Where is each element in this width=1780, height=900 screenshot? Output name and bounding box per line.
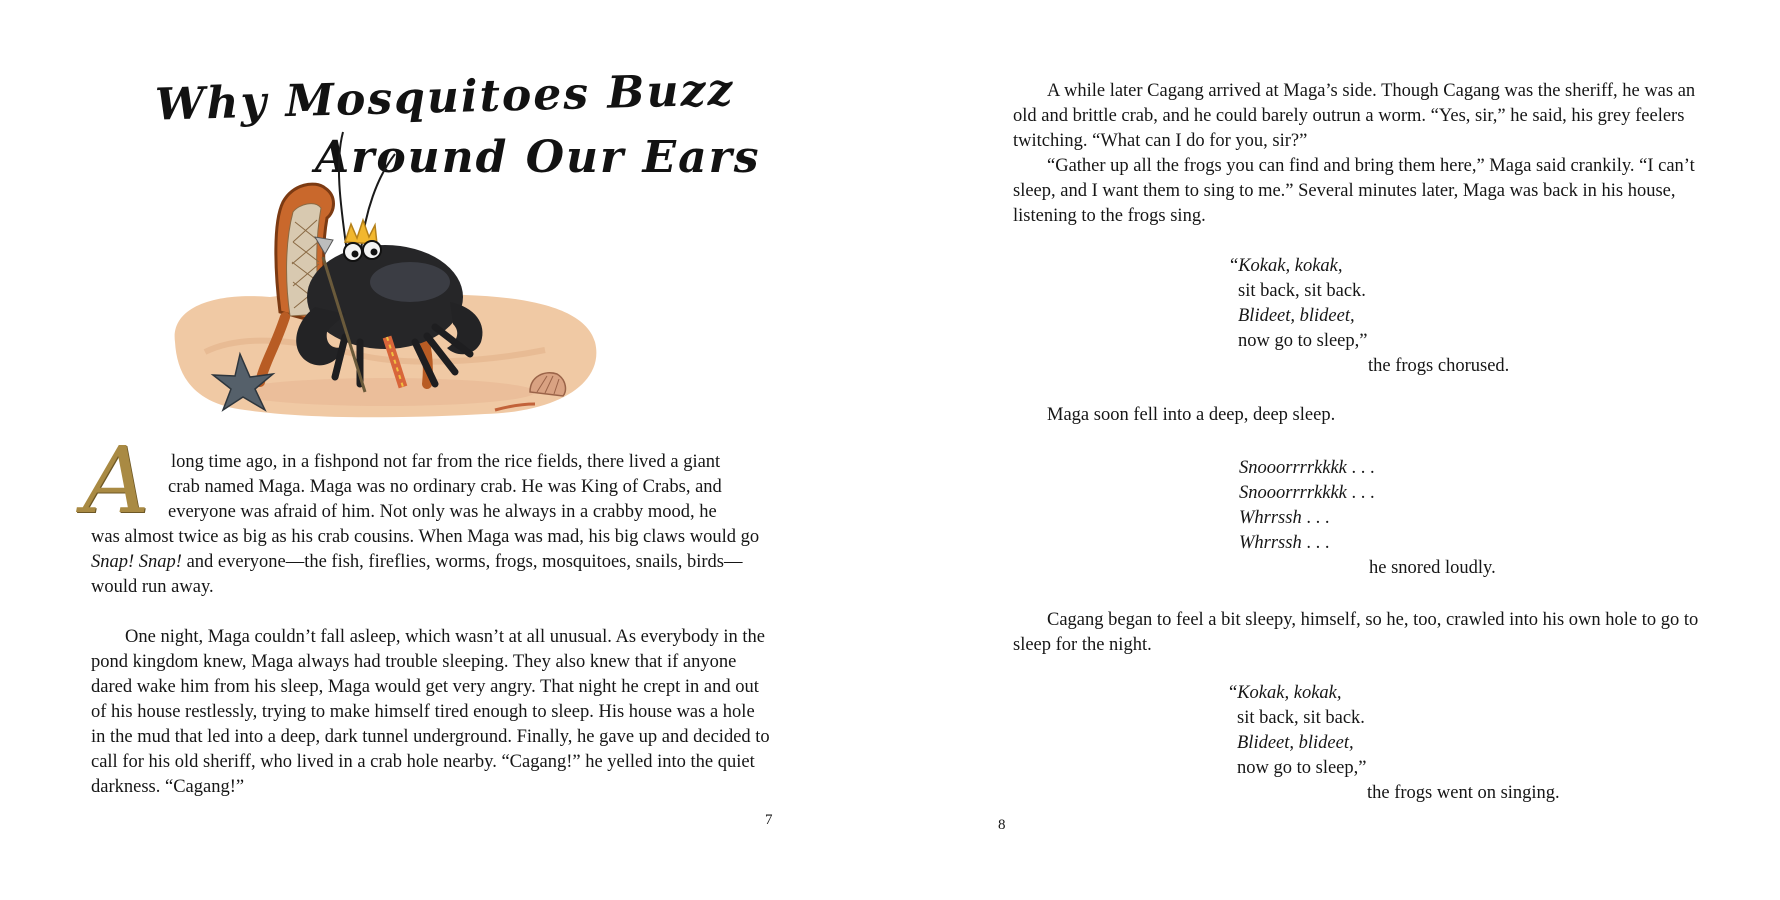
verse-line: Blideet, blideet,: [1238, 306, 1355, 326]
paragraph-1-rest-a: was almost twice as big as his crab cousins. When Maga was mad, his big claws would go: [91, 527, 760, 547]
paragraph-3b-text: “Gather up all the frogs you can find and bring them here,” Maga said crankily. “I can’t sleep, and I want them to sing to me.” Several minutes later, Maga was back in his house, listening to the frogs sing.: [1013, 156, 1695, 226]
snore-line: Whrrssh: [1239, 508, 1302, 528]
paragraph-1: [91, 450, 771, 600]
paragraph-3: [1013, 79, 1703, 229]
verse-line: Blideet, blideet,: [1237, 733, 1354, 753]
snore-line: Snooorrrrkkkk: [1239, 458, 1347, 478]
story-title-line-1: Why Mosquitoes Buzz: [154, 64, 736, 131]
ellipsis: . . .: [1346, 483, 1375, 503]
verse-line: now go to sleep,”: [1238, 331, 1368, 351]
verse-attribution: the frogs went on singing.: [1367, 783, 1560, 803]
verse-attribution: he snored loudly.: [1369, 558, 1496, 578]
paragraph-2-text: One night, Maga couldn’t fall asleep, which wasn’t at all unusual. As everybody in the pond kingdom knew, Maga always had trouble sleeping. They also knew that if anyone dared wake him from his sleep, Maga would get very angry. That night he crept in and out of his house restlessly, trying to make himself tired enough to sleep. His house was a hole in the mud that led into a deep, dark tunnel underground. Finally, he gave up and decided to call for his old sheriff, who lived in a crab hole nearby. “Cagang!” he yelled into the quiet darkness. “Cagang!”: [91, 627, 770, 797]
verse-line: Kokak, kokak,: [1238, 256, 1343, 276]
paragraph-1-line-3: everyone was afraid of him. Not only was he always in a crabby mood, he: [168, 502, 717, 522]
page-number: 8: [998, 817, 1006, 833]
verse-line: Kokak, kokak,: [1237, 683, 1342, 703]
paragraph-1-line-2: crab named Maga. Maga was no ordinary crab. He was King of Crabs, and: [168, 477, 722, 497]
crab-shell-highlight: [370, 262, 450, 302]
paragraph-3a-text: A while later Cagang arrived at Maga’s side. Though Cagang was the sheriff, he was an old and brittle crab, and he could barely outrun a worm. “Yes, sir,” he said, his grey feelers twitching. “What can I do for you, sir?”: [1013, 81, 1696, 151]
frog-song-verse-1: [1230, 254, 1509, 379]
frog-song-verse-2: [1229, 681, 1560, 806]
snap-snap-emphasis: Snap! Snap!: [91, 552, 182, 572]
paragraph-4: [1013, 403, 1703, 428]
drop-cap-letter: A: [83, 427, 150, 534]
crab-king-illustration: [165, 92, 605, 422]
paragraph-5: [1013, 608, 1703, 658]
verse-open-quote: “: [1229, 683, 1238, 703]
paragraph-1-line-1: long time ago, in a fishpond not far from the rice fields, there lived a giant: [171, 452, 721, 472]
ellipsis: . . .: [1301, 533, 1330, 553]
sand-shadow: [235, 378, 535, 406]
snore-line: Whrrssh: [1239, 533, 1302, 553]
snore-line: Snooorrrrkkkk: [1239, 483, 1347, 503]
paragraph-5-text: Cagang began to feel a bit sleepy, himself, so he, too, crawled into his own hole to go to sleep for the night.: [1013, 610, 1699, 655]
snore-verse: [1239, 456, 1496, 581]
story-title-line-2: Around Our Ears: [315, 132, 761, 183]
ellipsis: . . .: [1301, 508, 1330, 528]
verse-line: sit back, sit back.: [1238, 281, 1366, 301]
page-number: 7: [765, 812, 773, 828]
verse-line: now go to sleep,”: [1237, 758, 1367, 778]
ellipsis: . . .: [1346, 458, 1375, 478]
crab-antenna: [339, 132, 347, 252]
right-page: [890, 0, 1780, 900]
paragraph-1-rest-b: and everyone—the fish, fireflies, worms, frogs, mosquitoes, snails, birds—would run away.: [91, 552, 743, 597]
verse-attribution: the frogs chorused.: [1368, 356, 1510, 376]
paragraph-2: [91, 625, 771, 800]
paragraph-4-text: Maga soon fell into a deep, deep sleep.: [1047, 405, 1336, 425]
verse-open-quote: “: [1230, 256, 1239, 276]
verse-line: sit back, sit back.: [1237, 708, 1365, 728]
